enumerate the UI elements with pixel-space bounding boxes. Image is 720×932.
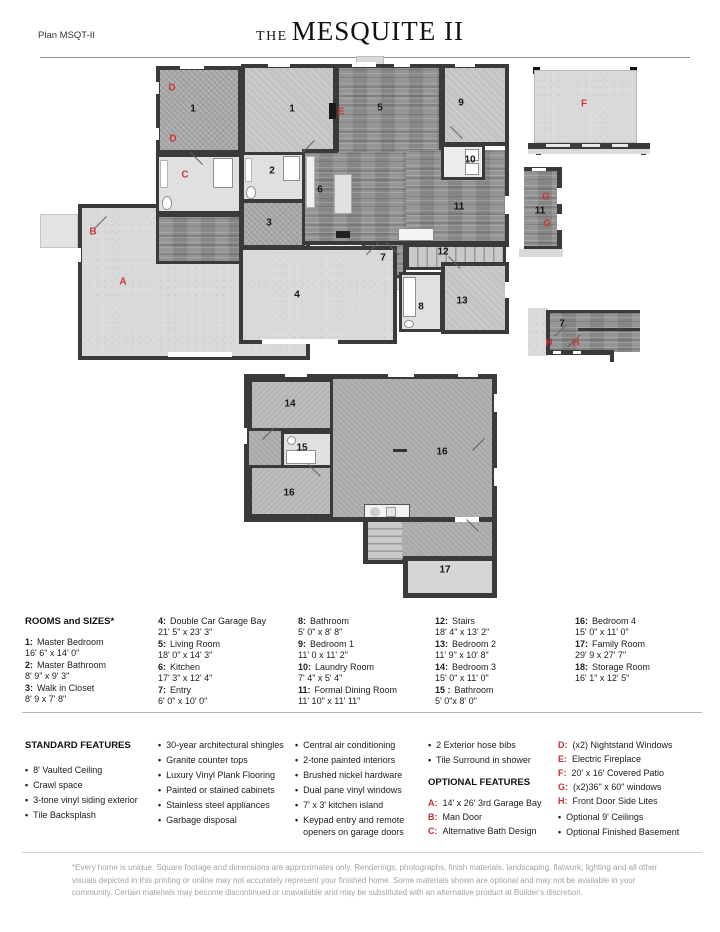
bath8-tub: [403, 277, 416, 317]
room-dimensions: 5' 0" x 8' 8": [298, 627, 343, 637]
room-entry: [435, 639, 575, 661]
room-number: 1:: [25, 637, 34, 647]
inset-g-base: [519, 249, 563, 257]
room-number: 12:: [435, 616, 449, 626]
master-shower: [283, 156, 300, 181]
standard-features-title: STANDARD FEATURES: [25, 740, 131, 751]
inset-g-window-2: [557, 214, 562, 230]
lettered-feature-item: [558, 768, 716, 780]
room-entry: [575, 662, 710, 684]
inset-g-right-wall: [557, 167, 562, 249]
room-number: 9:: [298, 639, 307, 649]
inset-h-stub-wall: [610, 350, 614, 362]
kitchen-island: [334, 174, 352, 214]
feature-text: Electric Fireplace: [572, 754, 642, 764]
room-name: Master Bedroom: [37, 637, 104, 647]
feature-item: [158, 800, 295, 812]
feature-item: [158, 785, 295, 797]
bullet-icon: •: [25, 780, 29, 790]
feature-letter: B:: [428, 811, 438, 822]
room-dimensions: 29' 9 x 27' 7": [575, 650, 627, 660]
bullet-icon: •: [158, 815, 162, 825]
room-4-garage: [239, 246, 397, 344]
entry-closet: [398, 228, 434, 241]
room-dimensions: 18' 4" x 13' 2": [435, 627, 490, 637]
optional-feature-item: [428, 826, 558, 838]
feature-letter: C:: [428, 825, 438, 836]
features-section: [25, 740, 716, 842]
rooms-column-1: [25, 616, 158, 708]
bullet-icon: •: [25, 795, 29, 805]
bullet-icon: •: [158, 800, 162, 810]
room-9-bedroom-1: [441, 64, 509, 146]
rooms-column-4: [435, 616, 575, 708]
feature-text: 2-tone painted interiors: [303, 755, 396, 765]
bullet-icon: •: [295, 755, 299, 765]
room-name: Bedroom 2: [452, 639, 497, 649]
label-room-9: 9: [458, 97, 464, 109]
features-column-5: [558, 740, 716, 842]
inset-h-porch: [528, 308, 548, 356]
room-number: 16:: [575, 616, 589, 626]
label-room-6: 6: [317, 184, 323, 196]
room-dimensions: 11' 10" x 11' 11": [298, 696, 361, 706]
rooms-sizes-section: [25, 616, 710, 708]
alt-room1-window-top: [180, 64, 204, 69]
feature-text: Optional Finished Basement: [566, 826, 680, 837]
room-name: Family Room: [592, 639, 646, 649]
patio-wall-window: [582, 144, 600, 147]
rooms-column-3: [298, 616, 435, 708]
room-name: Bedroom 1: [310, 639, 355, 649]
bullet-icon: •: [158, 785, 162, 795]
feature-text: Garbage disposal: [166, 815, 237, 825]
room-entry: [158, 662, 298, 684]
label-room-15: 15: [296, 442, 308, 454]
fireplace-icon: [329, 103, 336, 119]
feature-text: 3-tone vinyl siding exterior: [33, 795, 138, 805]
feature-letter: D:: [558, 740, 568, 750]
bullet-icon: •: [558, 826, 562, 837]
footer-divider: [22, 852, 702, 853]
feature-text: 30-year architectural shingles: [166, 740, 284, 750]
feature-item: [428, 755, 558, 767]
feature-letter: F:: [558, 768, 567, 778]
window-gap: [394, 62, 410, 67]
alt-garage-window: [76, 248, 81, 262]
feature-letter: E:: [558, 754, 567, 764]
feature-text: Luxury Vinyl Plank Flooring: [166, 770, 276, 780]
label-D: D: [168, 82, 176, 94]
room-dimensions: 5' 0"x 8' 0": [435, 696, 477, 706]
label-room-1: 1: [289, 103, 295, 115]
window-gap: [268, 62, 290, 67]
alt-nightstand-window-1: [154, 82, 159, 94]
bullet-icon: •: [428, 755, 432, 765]
feature-item: [295, 770, 428, 782]
feature-item: [158, 740, 295, 752]
feature-item: [558, 812, 716, 824]
feature-item: [295, 800, 428, 812]
feature-text: Man Door: [442, 811, 483, 822]
label-room-7: 7: [380, 252, 386, 264]
feature-item: [158, 755, 295, 767]
label-G: G: [542, 191, 550, 203]
side-lite-2: [573, 351, 581, 354]
label-C: C: [181, 169, 189, 181]
bullet-icon: •: [428, 740, 432, 750]
label-H: H: [572, 337, 580, 349]
label-room-4: 4: [294, 289, 300, 301]
feature-item: [25, 765, 158, 777]
window-gap: [285, 372, 307, 377]
feature-text: 2 Exterior hose bibs: [436, 740, 516, 750]
room-name: Bathroom: [454, 685, 494, 695]
feature-item: [25, 810, 158, 822]
room-dimensions: 7' 4" x 5' 4": [298, 673, 343, 683]
inset-h-top-wall: [548, 310, 640, 313]
room-number: 4:: [158, 616, 167, 626]
room-number: 14:: [435, 662, 449, 672]
room-dimensions: 8' 9 x 7' 8": [25, 694, 67, 704]
room-entry: [158, 616, 298, 638]
room-dimensions: 18' 0" x 14' 3": [158, 650, 213, 660]
rooms-column-5: [575, 616, 710, 708]
label-inset-11: 11: [534, 205, 546, 217]
section-divider: [22, 712, 702, 713]
room-entry: [298, 639, 435, 661]
washer-icon: [370, 507, 380, 517]
room-number: 6:: [158, 662, 167, 672]
basement-sink: [287, 436, 296, 445]
label-room-3: 3: [266, 217, 272, 229]
inset-h-inner-wall: [578, 328, 640, 331]
room-entry: [158, 639, 298, 661]
room-dimensions: 11' 0 x 11' 2": [298, 650, 348, 660]
room-entry: [435, 662, 575, 684]
feature-text: (x2)36" x 60" windows: [573, 782, 662, 792]
kitchen-counter: [306, 156, 315, 208]
feature-item: [295, 785, 428, 797]
patio-wall-base: [528, 149, 650, 154]
room-number: 5:: [158, 639, 167, 649]
feature-item: [25, 795, 158, 807]
label-room-2: 2: [269, 165, 275, 177]
right-wall: [505, 143, 509, 247]
label-alt-1: 1: [190, 103, 196, 115]
room-name: Kitchen: [170, 662, 201, 672]
features-column-4: [428, 740, 558, 842]
feature-text: Tile Backsplash: [33, 810, 96, 820]
room-name: Stairs: [452, 616, 476, 626]
bullet-icon: •: [295, 785, 299, 795]
feature-item: [25, 780, 158, 792]
room-dimensions: 15' 0" x 11' 0": [575, 627, 629, 637]
room-entry: [25, 683, 158, 705]
room-17-storage: [403, 556, 497, 598]
alt-exterior-pad: [40, 214, 78, 248]
label-A: A: [119, 276, 127, 288]
feature-text: Painted or stained cabinets: [166, 785, 275, 795]
label-E: E: [337, 106, 345, 118]
feature-text: 7' x 3' kitchen island: [303, 800, 384, 810]
lettered-feature-item: [558, 796, 716, 808]
lettered-feature-item: [558, 782, 716, 794]
feature-letter: A:: [428, 797, 438, 808]
label-room-10: 10: [464, 154, 476, 166]
room-name: Bedroom 4: [592, 616, 637, 626]
dryer-icon: [386, 507, 396, 517]
feature-item: [428, 740, 558, 752]
bullet-icon: •: [158, 770, 162, 780]
feature-letter: H:: [558, 796, 568, 806]
bullet-icon: •: [25, 765, 29, 775]
room-number: 3:: [25, 683, 34, 693]
label-room-13: 13: [456, 295, 468, 307]
room-number: 10:: [298, 662, 312, 672]
inset-g-window-1: [557, 188, 562, 204]
alt-nightstand-window-2: [154, 128, 159, 140]
optional-feature-item: [428, 798, 558, 810]
feature-item: [558, 827, 716, 839]
window-gap: [455, 62, 475, 67]
label-inset-7: 7: [559, 318, 565, 330]
feature-text: Optional 9' Ceilings: [566, 811, 644, 822]
window-gap: [242, 428, 247, 444]
feature-text: Granite counter tops: [166, 755, 248, 765]
bullet-icon: •: [25, 810, 29, 820]
garage-door-gap: [262, 339, 338, 344]
room-number: 18:: [575, 662, 589, 672]
room-number: 8:: [298, 616, 307, 626]
room-entry: [575, 639, 710, 661]
feature-text: Keypad entry and remote openers on garage doors: [303, 815, 405, 837]
room-dimensions: 8' 9" x 9' 3": [25, 671, 70, 681]
window-gap: [352, 62, 376, 67]
room-name: Bathroom: [310, 616, 350, 626]
title-the: THE: [256, 29, 288, 44]
room-entry: [158, 685, 298, 707]
feature-letter: G:: [558, 782, 568, 792]
room-name: Master Bathroom: [37, 660, 107, 670]
feature-item: [295, 815, 428, 838]
feature-item: [295, 755, 428, 767]
room-dimensions: 6' 0" x 10' 0": [158, 696, 208, 706]
room-dimensions: 15' 0" x 11' 0": [435, 673, 489, 683]
room-entry: [25, 660, 158, 682]
room-entry: [435, 616, 575, 638]
window-gap: [494, 394, 499, 412]
room-entry: [298, 685, 435, 707]
patio-wall-window: [546, 144, 570, 147]
feature-text: Tile Surround in shower: [436, 755, 531, 765]
disclaimer-text: *Every home is unique. Square footage and dimensions are approximates only. Renderings, photographs, finish materials, landscaping, flatwork, lighting and all other visuals depicted in this printing or online may not accurately represent your finished home. Some materials shown are optional and may not be available in your community. Certain materials may become discontinued or unavailable and may be substituted with an alternative product at Builder's discretion.: [72, 863, 658, 897]
room-number: 15 :: [435, 685, 451, 695]
feature-text: 20' x 16' Covered Patio: [571, 768, 664, 778]
room-dimensions: 16' 6" x 14' 0": [25, 648, 80, 658]
room-name: Double Car Garage Bay: [170, 616, 267, 626]
label-room-8: 8: [418, 301, 424, 313]
kitchen-top-wall: [302, 149, 338, 153]
room-entry: [435, 685, 575, 707]
bullet-icon: •: [558, 811, 562, 822]
range-icon: [336, 231, 350, 238]
room-dimensions: 16' 1" x 12' 5": [575, 673, 630, 683]
features-column-2: [158, 740, 295, 842]
room-number: 11:: [298, 685, 311, 695]
label-D: D: [169, 133, 177, 145]
alt-toilet: [162, 196, 172, 210]
room-name: Bedroom 3: [452, 662, 497, 672]
label-room-14: 14: [284, 398, 296, 410]
room-entry: [25, 637, 158, 659]
rooms-sizes-title: ROOMS and SIZES*: [25, 616, 115, 627]
optional-feature-item: [428, 812, 558, 824]
room-number: 7:: [158, 685, 167, 695]
room-3-walk-in-closet: [241, 200, 305, 248]
room-name: Storage Room: [592, 662, 651, 672]
bullet-icon: •: [295, 770, 299, 780]
features-column-3: [295, 740, 428, 842]
label-G: G: [543, 218, 551, 230]
room-dimensions: 11' 9" x 10' 8": [435, 650, 489, 660]
room-dimensions: 17' 3" x 12' 4": [158, 673, 213, 683]
feature-text: Alternative Bath Design: [442, 825, 537, 836]
bullet-icon: •: [295, 800, 299, 810]
window-gap: [458, 372, 478, 377]
feature-text: Brushed nickel hardware: [303, 770, 403, 780]
room-name: Laundry Room: [315, 662, 375, 672]
side-lite-1: [553, 351, 561, 354]
basement-stairs: [368, 522, 402, 560]
bullet-icon: •: [295, 740, 299, 750]
window-gap: [505, 196, 509, 214]
label-room-5: 5: [377, 102, 383, 114]
inset-g-gap: [532, 168, 546, 171]
room-entry: [298, 662, 435, 684]
bullet-icon: •: [158, 740, 162, 750]
feature-text: (x2) Nightstand Windows: [572, 740, 673, 750]
room-number: 2:: [25, 660, 34, 670]
window-gap: [388, 372, 414, 377]
rooms-column-2: [158, 616, 298, 708]
patio-wall-window: [612, 144, 628, 147]
label-H: H: [545, 337, 553, 349]
bath8-toilet: [404, 320, 414, 328]
label-room-12: 12: [437, 246, 449, 258]
label-room-16: 16: [283, 487, 295, 499]
alt-hall: [156, 214, 242, 264]
features-column-1: [25, 740, 158, 842]
feature-text: Stainless steel appliances: [166, 800, 270, 810]
feature-text: Crawl space: [33, 780, 83, 790]
window-gap: [505, 282, 509, 298]
feature-text: Dual pane vinyl windows: [303, 785, 402, 795]
optional-features-title: OPTIONAL FEATURES: [428, 776, 531, 788]
label-room-11: 11: [453, 201, 465, 213]
feature-text: Central air conditioning: [303, 740, 396, 750]
feature-text: Front Door Side Lites: [572, 796, 658, 806]
label-F: F: [580, 98, 588, 110]
label-room-16: 16: [436, 446, 448, 458]
feature-item: [295, 740, 428, 752]
room-13-bedroom-2: [441, 262, 509, 334]
label-room-17: 17: [439, 564, 451, 576]
room-name: Walk in Closet: [37, 683, 95, 693]
wall-dash: [393, 449, 407, 452]
feature-item: [158, 815, 295, 827]
plan-code: Plan MSQT-II: [38, 30, 96, 41]
master-vanity: [245, 158, 252, 182]
label-B: B: [89, 226, 97, 238]
room-dimensions: 21' 5" x 23' 3": [158, 627, 213, 637]
window-gap: [494, 468, 499, 486]
room-entry: [575, 616, 710, 638]
lettered-feature-item: [558, 754, 716, 766]
room-number: 17:: [575, 639, 589, 649]
alt-bathtub: [213, 158, 233, 188]
room-name: Entry: [170, 685, 192, 695]
room-name: Formal Dining Room: [314, 685, 398, 695]
alt-vanity: [160, 160, 168, 188]
bullet-icon: •: [158, 755, 162, 765]
lettered-feature-item: [558, 740, 716, 752]
feature-text: 14' x 26' 3rd Garage Bay: [442, 797, 542, 808]
title-main: MESQUITE II: [291, 16, 464, 46]
room-entry: [298, 616, 435, 638]
feature-item: [158, 770, 295, 782]
bullet-icon: •: [295, 815, 299, 825]
room-number: 13:: [435, 639, 449, 649]
master-toilet: [246, 186, 256, 199]
feature-text: 8' Vaulted Ceiling: [33, 765, 103, 775]
alt-garage-door-gap: [168, 352, 232, 357]
room-name: Living Room: [170, 639, 221, 649]
